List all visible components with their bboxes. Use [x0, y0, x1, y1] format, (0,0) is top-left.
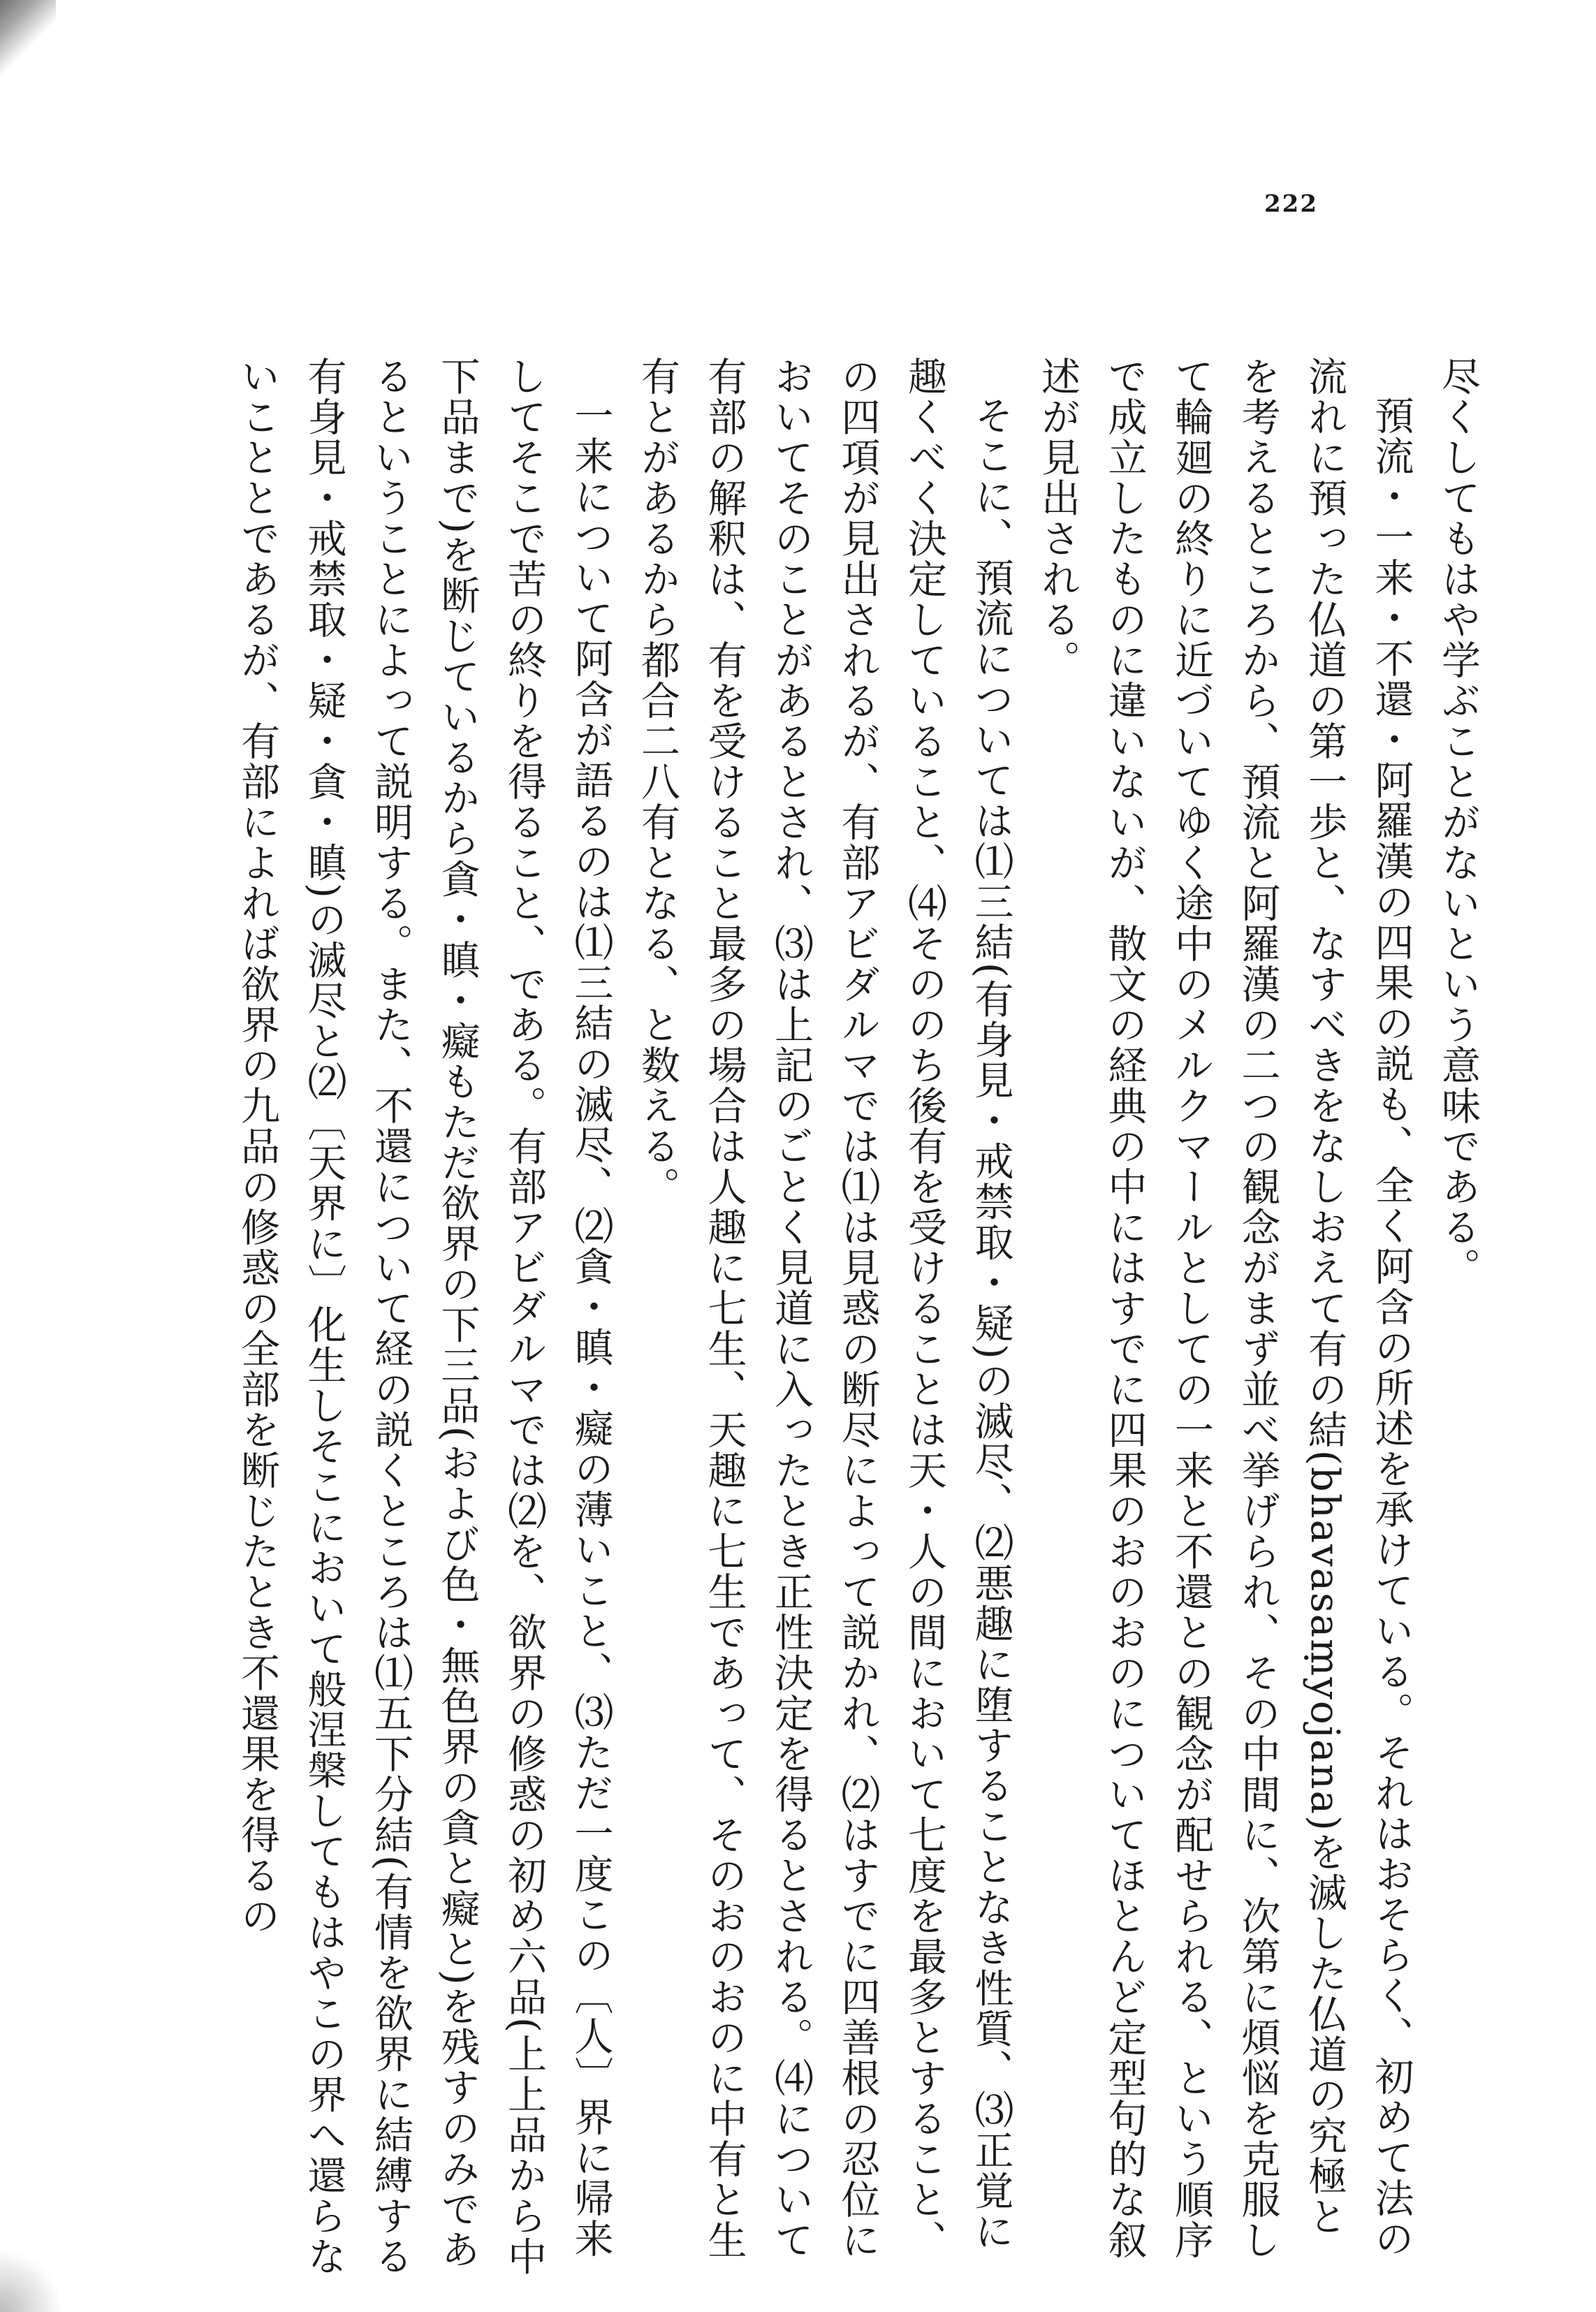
- paragraph-4: 一来について阿含が語るのは⑴三結の滅尽、⑵貪・瞋・癡の薄いこと、⑶ただ一度この〔人〕界に帰来してそこで苦の終りを得ること、である。有部アビダルマでは⑵を、欲界の修惑の初め六品(上上品から中下品まで)を断じているから貪・瞋・癡もただ欲界の下三品(および色・無色界の貪と癡と)を残すのみであるということによって説明する。また、不還について経の説くところは⑴五下分結(有情を欲界に結縛する有身見・戒禁取・疑・貪・瞋)の滅尽と⑵〔天界に〕化生しそこにおいて般涅槃してもはやこの界へ還らないこととであるが、有部によれば欲界の九品の修惑の全部を断じたとき不還果を得るの: [235, 356, 614, 2277]
- paragraph-1: 尽くしてもはや学ぶことがないという意味である。: [1435, 356, 1481, 1288]
- paragraph-3: そこに、預流については⑴三結(有身見・戒禁取・疑)の滅尽、⑵悪趣に堕することなき性質、⑶正覚に趣くべく決定していること、⑷そののち後有を受けることは天・人の間において七度を最多とすること、の四項が見出されるが、有部アビダルマでは⑴は見惑の断尽によって説かれ、⑵はすでに四善根の忍位においてそのことがあるとされ、⑶は上記のごとく見道に入ったとき正性決定を得るとされる。⑷について有部の解釈は、有を受けること最多の場合は人趣に七生、天趣に七生であって、そのおのおのに中有と生有とがあるから都合二八有となる、と数える。: [635, 356, 1014, 2260]
- scan-artifact-top: [0, 0, 56, 84]
- scan-artifact-bottom: [0, 2249, 63, 2312]
- page-number: 222: [1264, 190, 1318, 218]
- paragraph-2: 預流・一来・不還・阿羅漢の四果の説も、全く阿含の所述を承けている。それはおそらく、初めて法の流れに預った仏道の第一歩と、なすべきをなしおえて有の結(bhavasaṃyojana)を滅した仏道の究極とを考えるところから、預流と阿羅漢の二つの観念がまず並べ挙げられ、その中間に、次第に煩悩を克服して輪廻の終りに近づいてゆく途中のメルクマールとしての一来と不還との観念が配せられる、という順序で成立したものに違いないが、散文の経典の中にはすでに四果のおのおのについてほとんど定型句的な叙述が見出される。: [1035, 356, 1414, 2260]
- body-text: [70, 356, 1491, 2277]
